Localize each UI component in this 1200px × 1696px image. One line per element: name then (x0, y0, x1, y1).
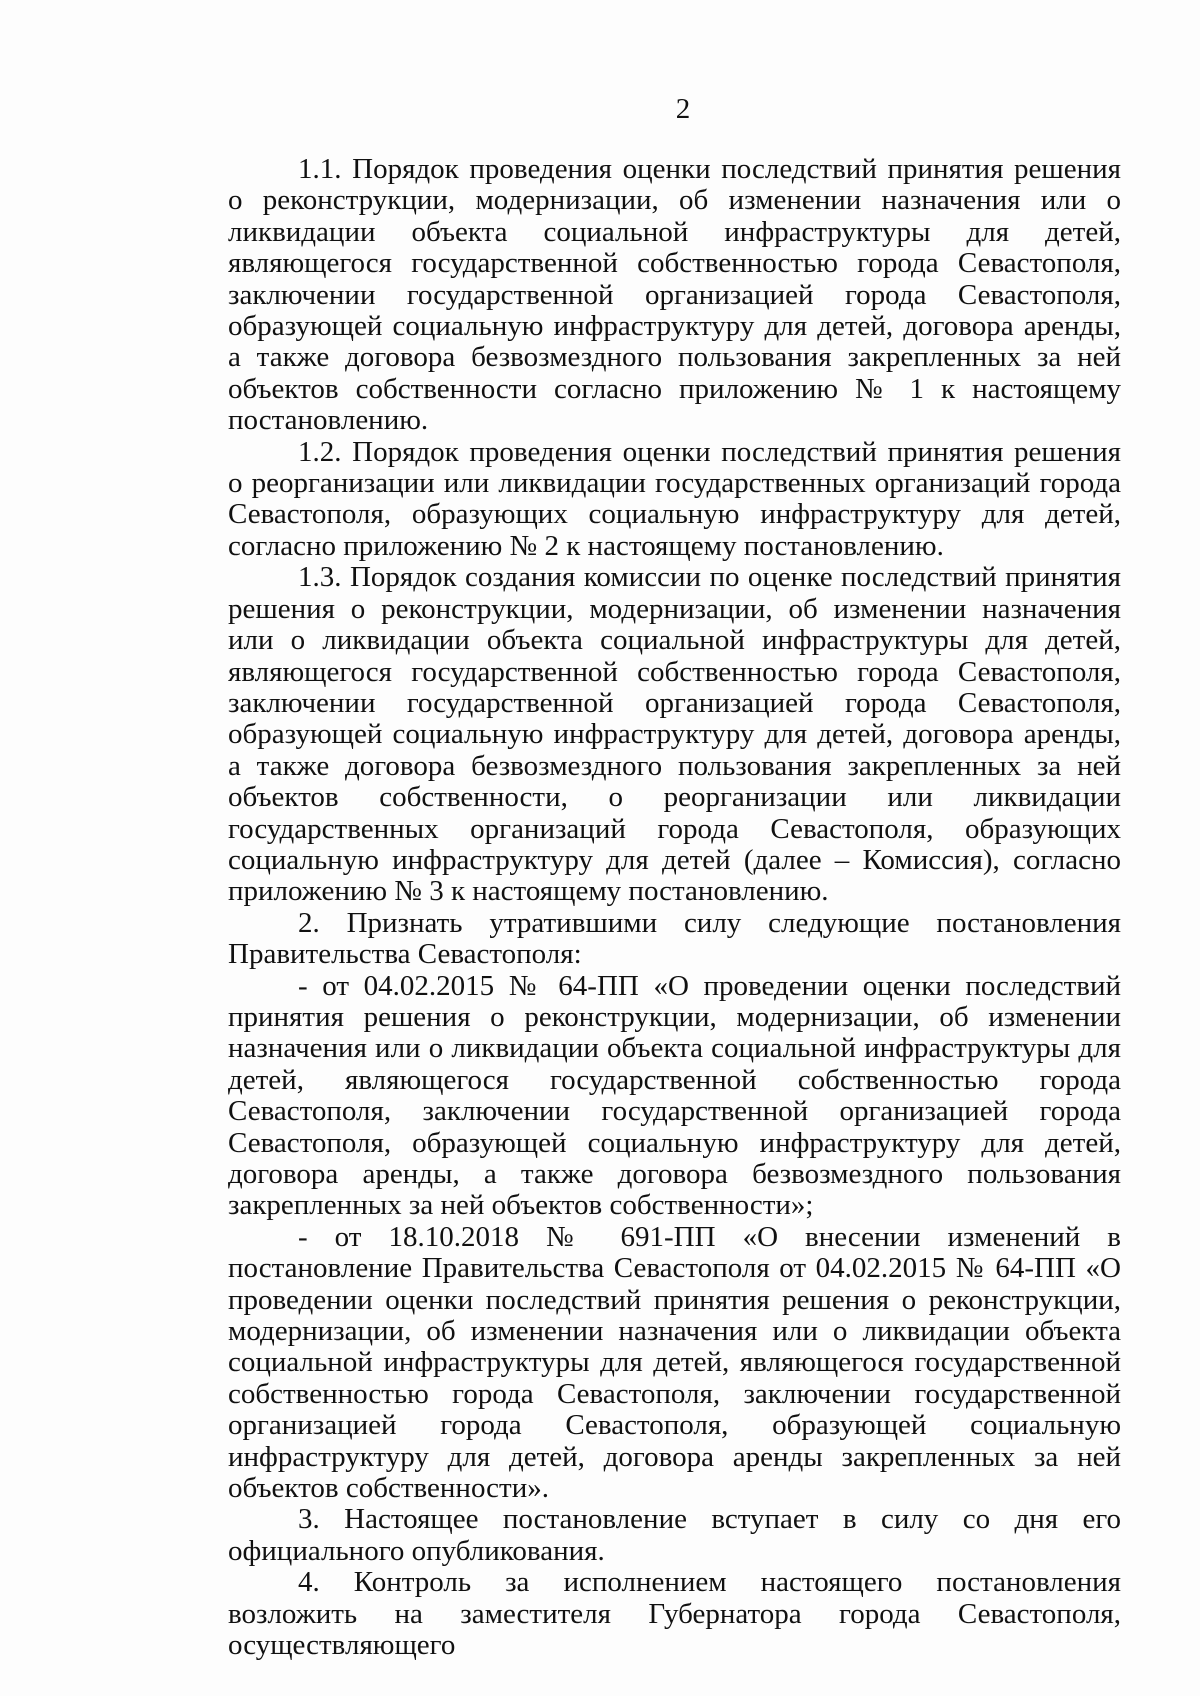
paragraph-2-item-2: - от 18.10.2018 № 691-ПП «О внесении изменений в постановление Правительства Севастополя от 04.02.2015 № 64-ПП «О проведении оценки последствий принятия решения о реконструкции, модернизации, об изменении назначения или о ликвидации объекта социальной инфраструктуры для детей, являющегося государственной собственностью города Севастополя, заключении государственной организацией города Севастополя, образующей социальную инфраструктуру для детей, договора аренды закрепленных за ней объектов собственности». (228, 1220, 1121, 1505)
paragraph-1-1: 1.1. Порядок проведения оценки последствий принятия решения о реконструкции, модернизации, об изменении назначения или о ликвидации объекта социальной инфраструктуры для детей, являющегося государственной собственностью города Севастополя, заключении государственной организацией города Севастополя, образующей социальную инфраструктуру для детей, договора аренды, а также договора безвозмездного пользования закрепленных за ней объектов собственности согласно приложению № 1 к настоящему постановлению. (228, 153, 1121, 437)
paragraph-3: 3. Настоящее постановление вступает в силу со дня его официального опубликования. (228, 1503, 1121, 1567)
document-body (228, 154, 1121, 1662)
paragraph-1-3: 1.3. Порядок создания комиссии по оценке последствий принятия решения о реконструкции, модернизации, об изменении назначения или о ликвидации объекта социальной инфраструктуры для детей, являющегося государственной собственностью города Севастополя, заключении государственной организацией города Севастополя, образующей социальную инфраструктуру для детей, договора аренды, а также договора безвозмездного пользования закрепленных за ней объектов собственности, о реорганизации или ликвидации государственных организаций города Севастополя, образующих социальную инфраструктуру для детей (далее – Комиссия), согласно приложению № 3 к настоящему постановлению. (228, 561, 1121, 908)
paragraph-1-2: 1.2. Порядок проведения оценки последствий принятия решения о реорганизации или ликвидации государственных организаций города Севастополя, образующих социальную инфраструктуру для детей, согласно приложению № 2 к настоящему постановлению. (228, 435, 1121, 562)
paragraph-4: 4. Контроль за исполнением настоящего постановления возложить на заместителя Губернатора города Севастополя, осуществляющего (228, 1566, 1121, 1662)
paragraph-2: 2. Признать утратившими силу следующие постановления Правительства Севастополя: (228, 906, 1121, 971)
paragraph-2-item-1: - от 04.02.2015 № 64-ПП «О проведении оценки последствий принятия решения о реконструкции, модернизации, об изменении назначения или о ликвидации объекта социальной инфраструктуры для детей, являющегося государственной собственностью города Севастополя, заключении государственной организацией города Севастополя, образующей социальную инфраструктуру для детей, договора аренды, а также договора безвозмездного пользования закрепленных за ней объектов собственности»; (228, 969, 1121, 1222)
page-number: 2 (675, 93, 691, 125)
